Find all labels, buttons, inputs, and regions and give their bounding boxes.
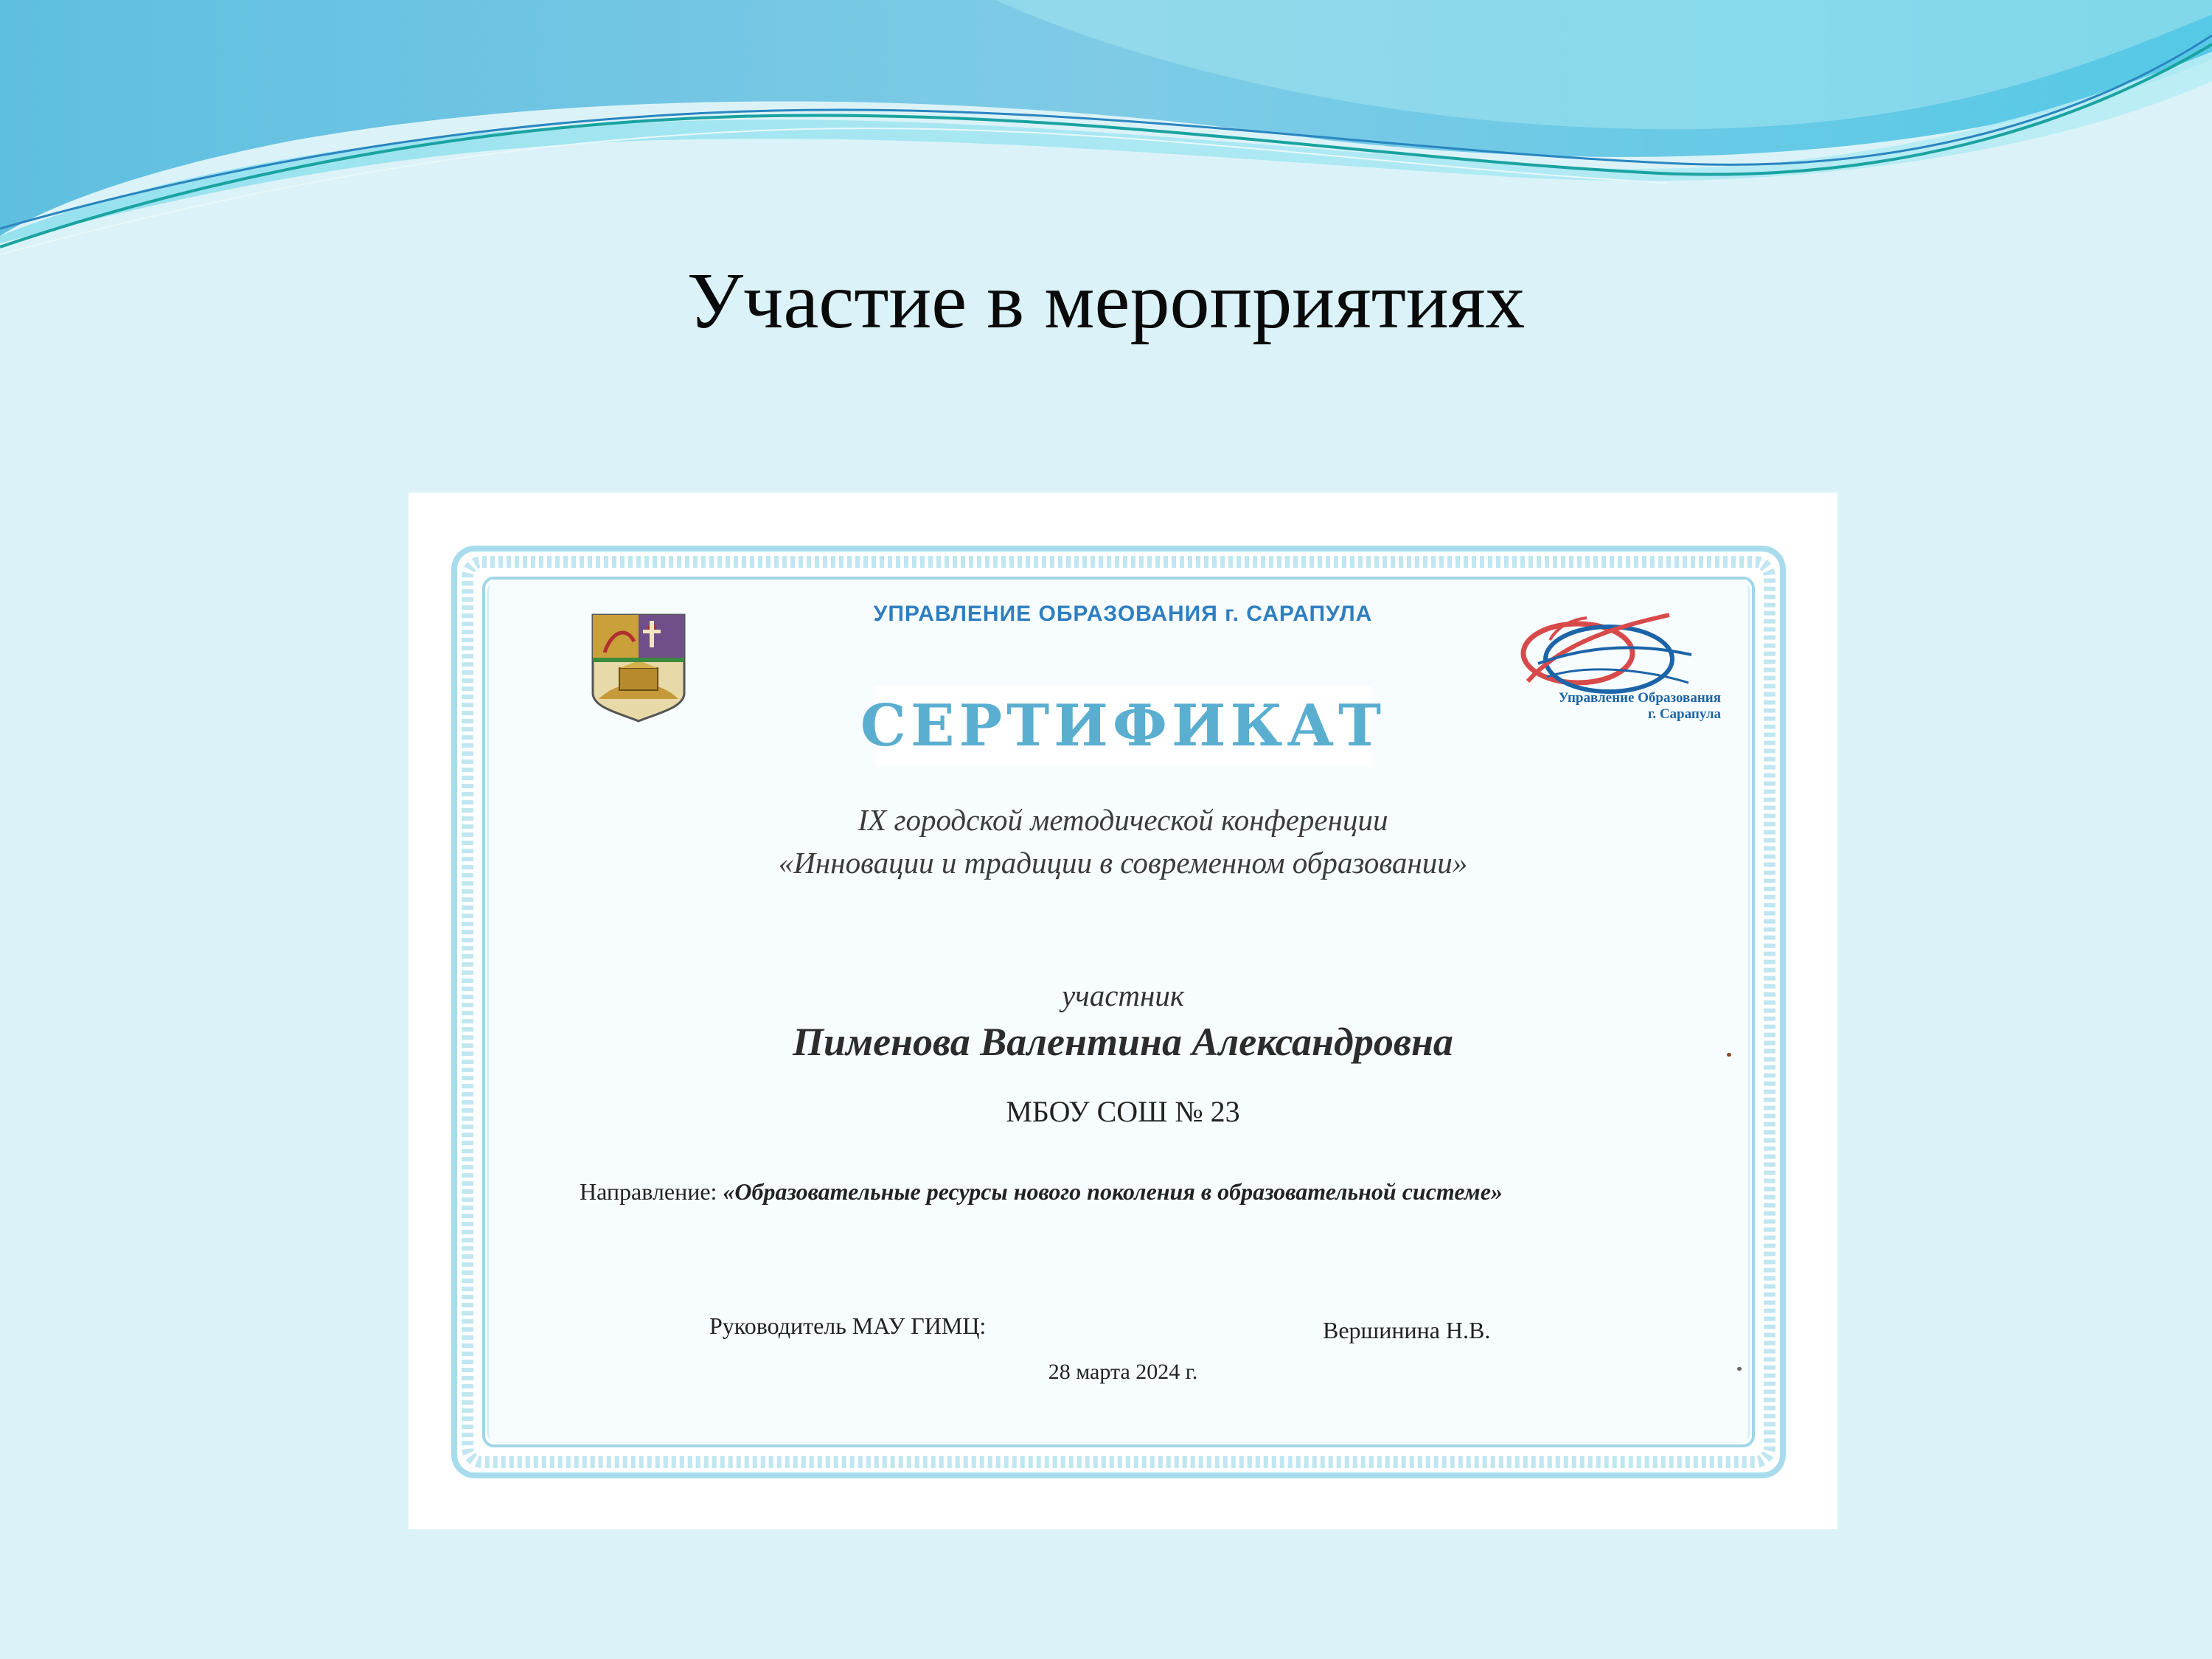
certificate-title: СЕРТИФИКАТ	[860, 692, 1386, 759]
signer-role: Руководитель МАУ ГИМЦ:	[709, 1312, 987, 1339]
education-logo-text-line2: г. Сарапула	[1647, 706, 1721, 722]
certificate-image	[408, 493, 1837, 1529]
participant-school: МБОУ СОШ № 23	[1006, 1095, 1240, 1128]
direction-label: Направление:	[580, 1178, 717, 1205]
scan-speck	[1727, 1053, 1731, 1057]
direction-value: «Образовательные ресурсы нового поколения в образовательной системе»	[723, 1178, 1503, 1205]
event-line-2: «Инновации и традиции в современном образовании»	[778, 846, 1468, 880]
direction-line	[580, 1178, 1759, 1206]
slide-title: Участие в мероприятиях	[686, 257, 1526, 345]
signer-name: Вершинина Н.В.	[1323, 1317, 1491, 1343]
participant-name: Пименова Валентина Александровна	[793, 1020, 1453, 1064]
event-line-1: IX городской методической конференции	[858, 803, 1388, 837]
participant-role: участник	[1061, 978, 1185, 1012]
scan-speck	[1737, 1367, 1742, 1371]
certificate-date: 28 марта 2024 г.	[1048, 1360, 1198, 1384]
education-logo-text-line1: Управление Образования	[1558, 690, 1721, 706]
wave-header	[0, 0, 2212, 265]
certificate-issuer: УПРАВЛЕНИЕ ОБРАЗОВАНИЯ г. САРАПУЛА	[873, 602, 1373, 626]
